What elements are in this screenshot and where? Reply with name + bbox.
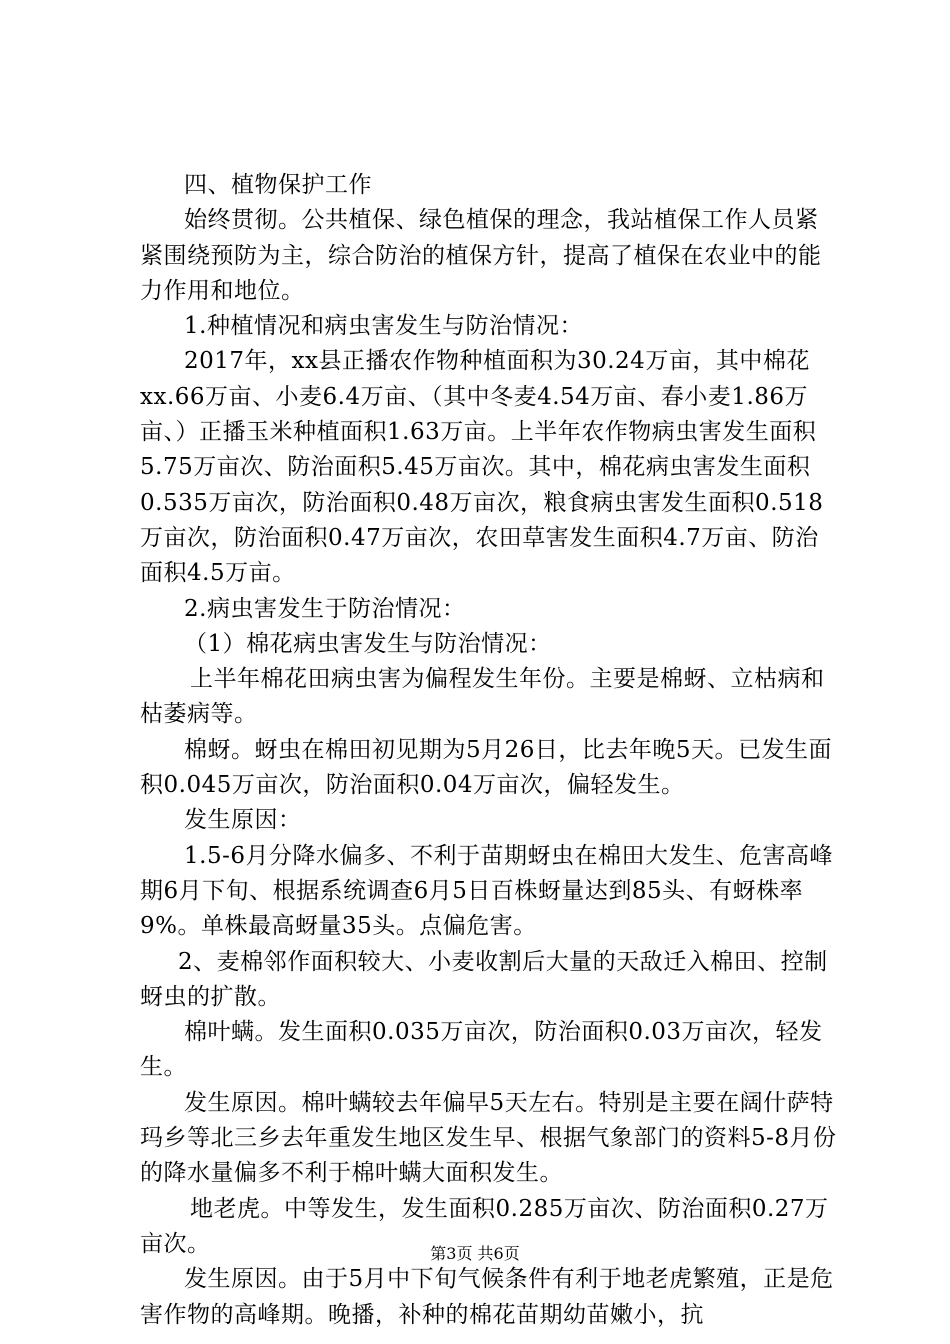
paragraph: 发生原因。棉叶螨较去年偏早5天左右。特别是主要在阔什萨特玛乡等北三乡去年重发生地区发生早、根据气象部门的资料5-8月份的降水量偏多不利于棉叶螨大面积发生。 (140, 1089, 837, 1187)
paragraph: 发生原因。由于5月中下旬气候条件有利于地老虎繁殖，正是危害作物的高峰期。晚播，补种的棉花苗期幼苗嫩小，抗 (140, 1266, 834, 1328)
paragraph: 1.5-6月分降水偏多、不利于苗期蚜虫在棉田大发生、危害高峰期6月下旬、根据系统调查6月5日百株蚜量达到85头、有蚜株率9%。单株最高蚜量35头。点偏危害。 (140, 842, 833, 940)
paragraph: 棉蚜。蚜虫在棉田初见期为5月26日，比去年晚5天。已发生面积0.045万亩次，防治面积0.04万亩次，偏轻发生。 (140, 736, 833, 799)
page-footer (0, 1243, 950, 1265)
paragraph: 发生原因： (184, 807, 302, 834)
subsection-heading: 2.病虫害发生于防治情况： (184, 595, 466, 622)
subsection-heading: （1）棉花病虫害发生与防治情况： (184, 630, 552, 657)
paragraph: 棉叶螨。发生面积0.035万亩次，防治面积0.03万亩次，轻发生。 (140, 1019, 823, 1081)
paragraph: 始终贯彻。公共植保、绿色植保的理念，我站植保工作人员紧紧围绕预防为主，综合防治的植保方针，提高了植保在农业中的能力作用和地位。 (140, 207, 822, 304)
section-heading: 四、植物保护工作 (184, 172, 372, 198)
page-number: 第3页 共6页 (430, 1244, 520, 1263)
paragraph: 2017年，xx县正播农作物种植面积为30.24万亩，其中棉花xx.66万亩、小麦6.4万亩、（其中冬麦4.54万亩、春小麦1.86万亩、）正播玉米种植面积1.63万亩。上半年农作物病虫害发生面积5.75万亩次、防治面积5.45万亩次。其中，棉花病虫害发生面积0.535万亩次，防治面积0.48万亩次，粮食病虫害发生面积0.518万亩次，防治面积0.47万亩次，农田草害发生面积4.7万亩、防治面积4.5万亩。 (140, 348, 824, 587)
subsection-heading: 1.种植情况和病虫害发生与防治情况： (184, 313, 583, 340)
document-body (140, 168, 840, 1333)
paragraph: 上半年棉花田病虫害为偏程发生年份。主要是棉蚜、立枯病和枯萎病等。 (140, 666, 825, 728)
paragraph: 2、麦棉邻作面积较大、小麦收割后大量的天敌迁入棉田、控制蚜虫的扩散。 (140, 948, 828, 1010)
paragraph: 地老虎。中等发生，发生面积0.285万亩次、防治面积0.27万亩次。 (140, 1195, 829, 1257)
